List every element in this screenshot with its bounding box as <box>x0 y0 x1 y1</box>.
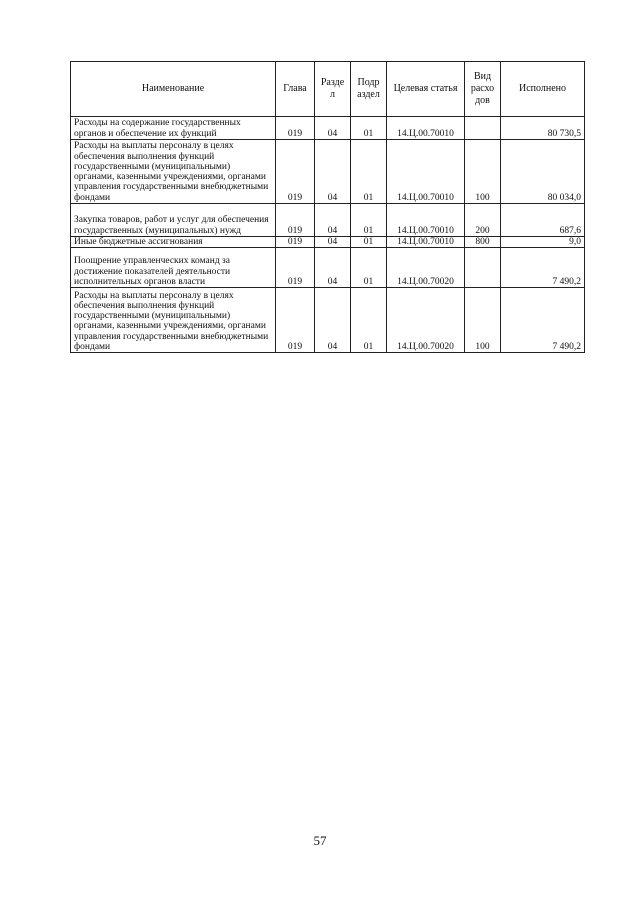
header-article: Целевая статья <box>387 62 465 117</box>
row-done: 7 490,2 <box>501 288 585 353</box>
row-razdel: 04 <box>315 117 351 140</box>
row-glava: 019 <box>276 288 315 353</box>
row-vid: 100 <box>465 288 501 353</box>
row-podrazdel: 01 <box>351 140 387 204</box>
table-row <box>71 140 585 204</box>
header-vid: Вид расхо дов <box>465 62 501 117</box>
row-article: 14.Ц.00.70010 <box>387 140 465 204</box>
row-razdel: 04 <box>315 140 351 204</box>
row-glava: 019 <box>276 204 315 237</box>
table-row <box>71 237 585 248</box>
row-podrazdel: 01 <box>351 117 387 140</box>
row-razdel: 04 <box>315 248 351 288</box>
row-name: Расходы на выплаты персоналу в целях обеспечения выполнения функций государственными (муниципальными) органами, казенными учреждениями, органами управления государственными внебюджетными фондами <box>71 140 276 204</box>
row-razdel: 04 <box>315 288 351 353</box>
row-vid <box>465 248 501 288</box>
row-glava: 019 <box>276 117 315 140</box>
page-number: 57 <box>313 833 327 848</box>
row-podrazdel: 01 <box>351 248 387 288</box>
header-done: Исполнено <box>501 62 585 117</box>
row-done: 80 034,0 <box>501 140 585 204</box>
row-podrazdel: 01 <box>351 288 387 353</box>
row-glava: 019 <box>276 140 315 204</box>
header-podrazdel: Подр аздел <box>351 62 387 117</box>
row-done: 7 490,2 <box>501 248 585 288</box>
header-name: Наименование <box>71 62 276 117</box>
row-name: Поощрение управленческих команд за достижение показателей деятельности исполнительных органов власти <box>71 248 276 288</box>
row-done: 80 730,5 <box>501 117 585 140</box>
row-name: Закупка товаров, работ и услуг для обеспечения государственных (муниципальных) нужд <box>71 204 276 237</box>
row-article: 14.Ц.00.70020 <box>387 288 465 353</box>
row-name: Иные бюджетные ассигнования <box>71 237 276 248</box>
row-article: 14.Ц.00.70010 <box>387 204 465 237</box>
table-header-row <box>71 62 585 117</box>
row-razdel: 04 <box>315 204 351 237</box>
row-vid: 100 <box>465 140 501 204</box>
row-razdel: 04 <box>315 237 351 248</box>
row-vid: 200 <box>465 204 501 237</box>
table-row <box>71 204 585 237</box>
table-row <box>71 117 585 140</box>
row-done: 9,0 <box>501 237 585 248</box>
row-article: 14.Ц.00.70010 <box>387 117 465 140</box>
row-article: 14.Ц.00.70020 <box>387 248 465 288</box>
header-razdel: Разде л <box>315 62 351 117</box>
row-vid: 800 <box>465 237 501 248</box>
row-glava: 019 <box>276 237 315 248</box>
row-glava: 019 <box>276 248 315 288</box>
table-body <box>71 117 585 353</box>
row-done: 687,6 <box>501 204 585 237</box>
row-vid <box>465 117 501 140</box>
row-podrazdel: 01 <box>351 204 387 237</box>
row-name: Расходы на выплаты персоналу в целях обеспечения выполнения функций государственными (муниципальными) органами, казенными учреждениями, органами управления государственными внебюджетными фондами <box>71 288 276 353</box>
row-podrazdel: 01 <box>351 237 387 248</box>
row-article: 14.Ц.00.70010 <box>387 237 465 248</box>
table-row <box>71 248 585 288</box>
budget-table <box>70 61 585 353</box>
table-row <box>71 288 585 353</box>
row-name: Расходы на содержание государственных органов и обеспечение их функций <box>71 117 276 140</box>
header-glava: Глава <box>276 62 315 117</box>
